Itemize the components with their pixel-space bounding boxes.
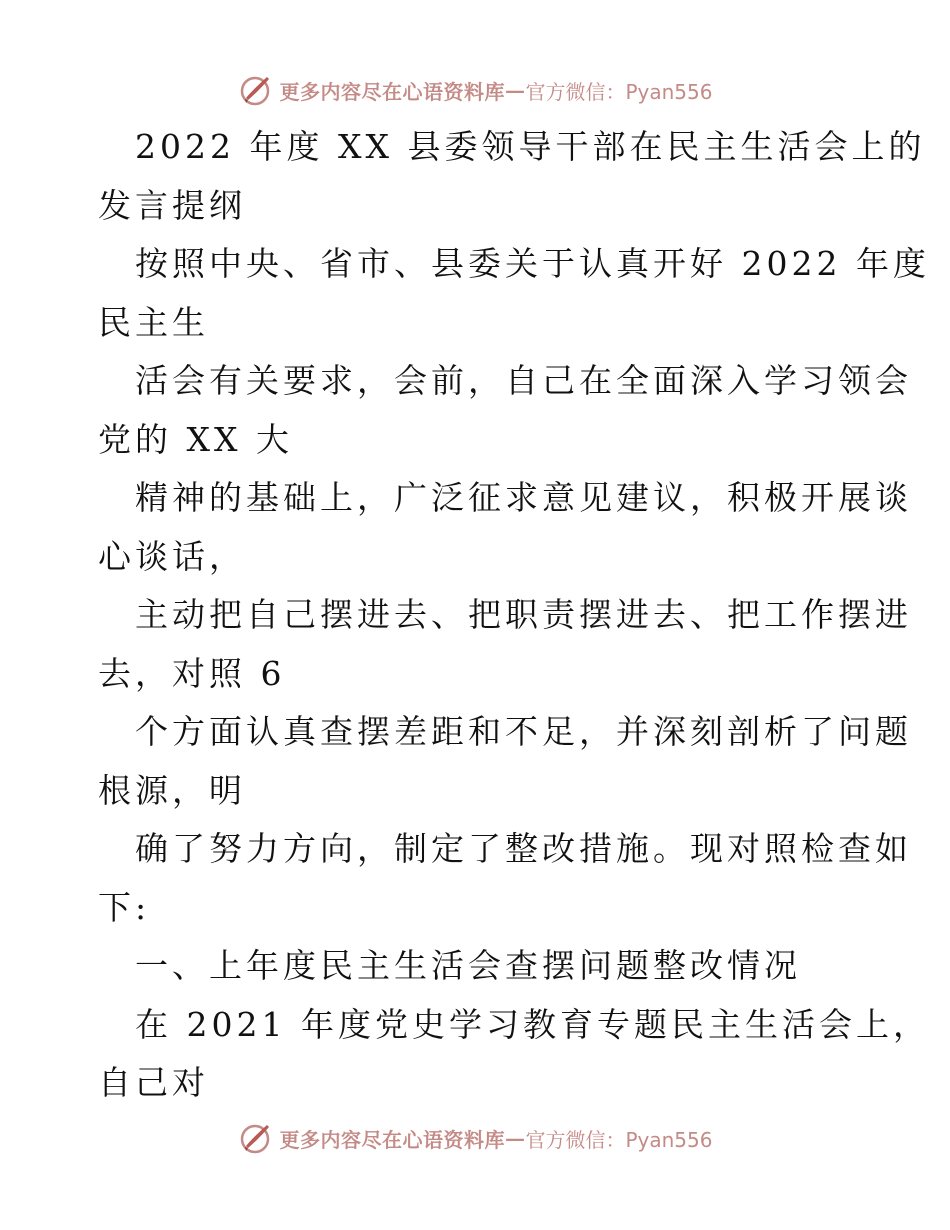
paragraph-line: 自己对 [98,1063,209,1102]
paragraph-line: 党的 XX 大 [98,419,293,459]
watermark-wechat: 官方微信：Pyan556 [525,1127,713,1152]
paragraph-line: 个方面认真查摆差距和不足，并深刻剖析了问题 [135,712,912,751]
document-body [98,118,930,1113]
paragraph-line: 主动把自己摆进去、把职责摆进去、把工作摆进 [135,595,912,634]
paragraph-line: 精神的基础上，广泛征求意见建议，积极开展谈 [135,478,912,517]
section-heading: 一、上年度民主生活会查摆问题整改情况 [135,946,801,985]
watermark-text: 更多内容尽在心语资料库 [279,79,505,104]
brush-logo-icon [237,1120,273,1156]
title-line: 2022 年度 XX 县委领导干部在民主生活会上的 [135,127,926,166]
paragraph-line: 去，对照 6 [98,653,286,693]
title-line: 发言提纲 [98,185,246,225]
brush-logo-icon [237,72,273,108]
watermark-dash: — [504,1126,526,1150]
paragraph-line: 确了努力方向，制定了整改措施。现对照检查如 [135,829,912,868]
paragraph-line: 心谈话， [98,536,246,576]
paragraph-line: 活会有关要求，会前，自己在全面深入学习领会 [135,361,912,400]
watermark-text: 更多内容尽在心语资料库 [279,1127,505,1152]
paragraph-line: 民主生 [98,302,209,342]
watermark-wechat: 官方微信：Pyan556 [525,79,713,104]
paragraph-line: 根源，明 [98,770,246,810]
paragraph-line: 下: [98,887,151,927]
watermark-banner-top [0,70,950,110]
watermark-dash: — [504,78,526,102]
paragraph-line: 按照中央、省市、县委关于认真开好 2022 年度 [135,244,930,283]
watermark-banner-bottom [0,1118,950,1158]
paragraph-line: 在 2021 年度党史学习教育专题民主生活会上， [135,1004,930,1044]
